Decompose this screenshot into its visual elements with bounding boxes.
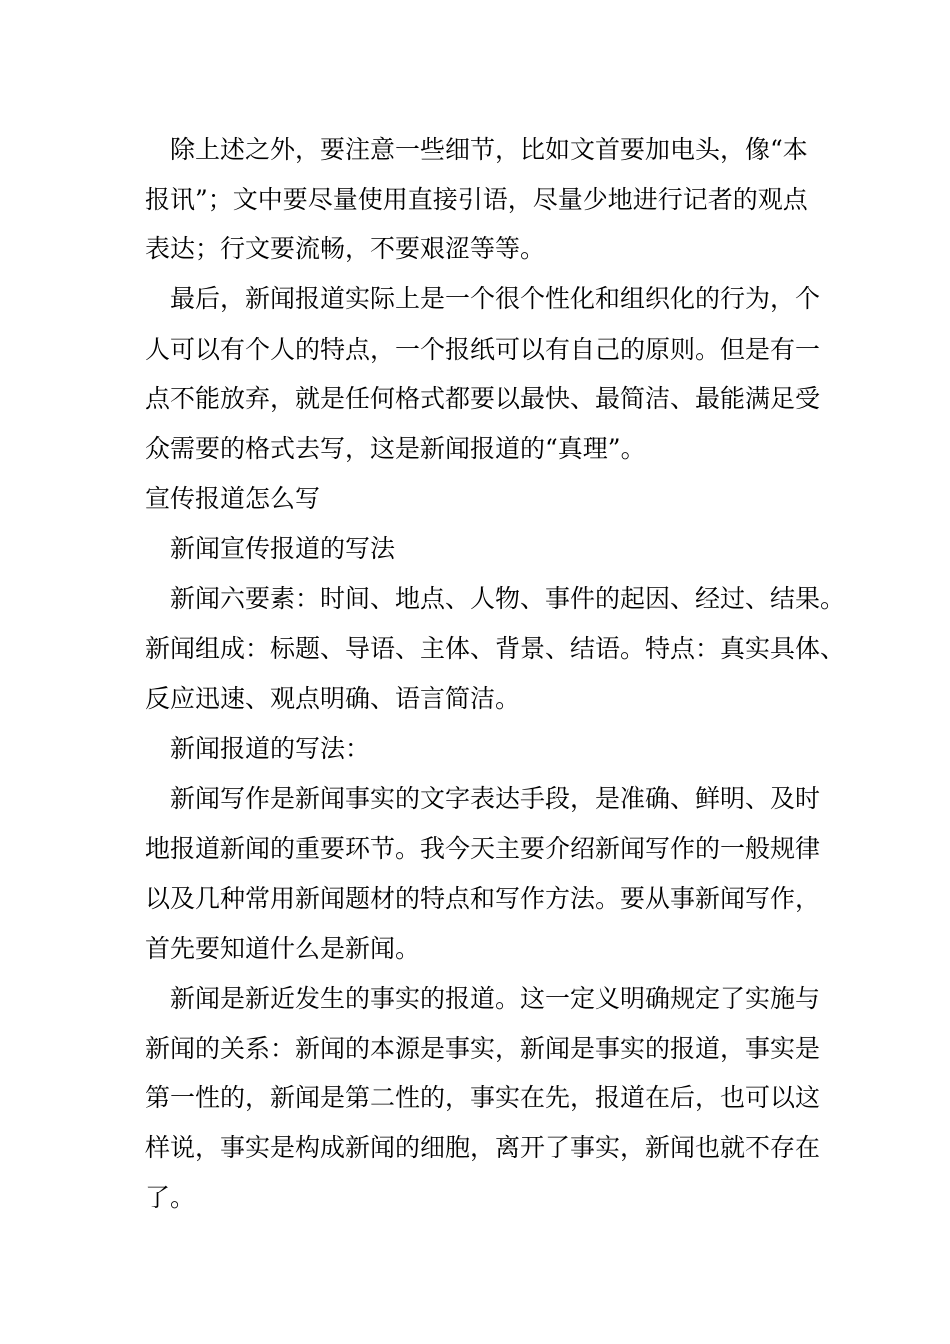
text-line: 新闻的关系：新闻的本源是事实，新闻是事实的报道，事实是 <box>145 1034 821 1063</box>
text-line: 众需要的格式去写，这是新闻报道的“真理”。 <box>145 434 646 463</box>
text-line: 了。 <box>145 1183 196 1212</box>
text-line: 新闻六要素：时间、地点、人物、事件的起因、经过、结果。 <box>145 584 846 613</box>
text-line: 以及几种常用新闻题材的特点和写作方法。要从事新闻写作， <box>145 884 821 913</box>
subheading: 新闻宣传报道的写法 <box>145 534 396 563</box>
text-line: 表达；行文要流畅，不要艰涩等等。 <box>145 234 546 263</box>
text-line: 第一性的，新闻是第二性的，事实在先，报道在后，也可以这 <box>145 1083 821 1112</box>
text-line: 样说，事实是构成新闻的细胞，离开了事实，新闻也就不存在 <box>145 1133 821 1162</box>
subheading: 新闻报道的写法： <box>145 734 371 763</box>
text-line: 地报道新闻的重要环节。我今天主要介绍新闻写作的一般规律 <box>145 834 821 863</box>
text-line: 最后，新闻报道实际上是一个很个性化和组织化的行为，个 <box>145 284 821 313</box>
text-line: 新闻是新近发生的事实的报道。这一定义明确规定了实施与 <box>145 984 821 1013</box>
text-line: 人可以有个人的特点，一个报纸可以有自己的原则。但是有一 <box>145 335 821 364</box>
text-line: 点不能放弃，就是任何格式都要以最快、最简洁、最能满足受 <box>145 384 821 413</box>
text-line: 报讯”；文中要尽量使用直接引语，尽量少地进行记者的观点 <box>145 185 808 214</box>
text-line: 新闻写作是新闻事实的文字表达手段，是准确、鲜明、及时 <box>145 784 821 813</box>
text-line: 除上述之外，要注意一些细节，比如文首要加电头，像“本 <box>145 135 808 164</box>
text-line: 反应迅速、观点明确、语言简洁。 <box>145 684 521 713</box>
text-line: 首先要知道什么是新闻。 <box>145 934 421 963</box>
text-line: 新闻组成：标题、导语、主体、背景、结语。特点：真实具体、 <box>145 634 846 663</box>
section-heading: 宣传报道怎么写 <box>145 484 321 513</box>
